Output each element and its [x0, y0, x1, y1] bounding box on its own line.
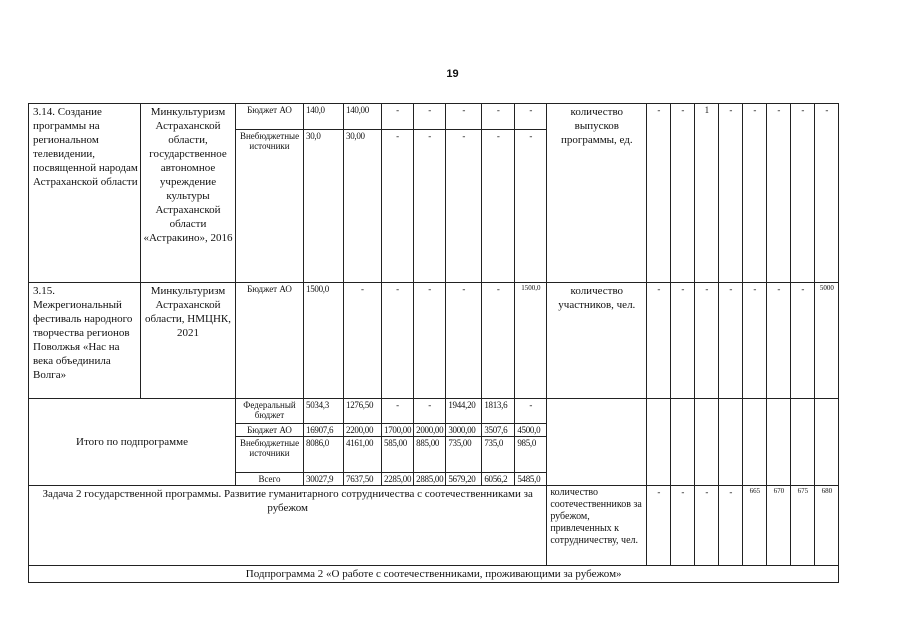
- year-cell: -: [515, 130, 547, 283]
- year-cell: -: [414, 104, 446, 130]
- empty-cell: [815, 399, 839, 486]
- indicator-3-14: количество выпусков программы, ед.: [547, 104, 647, 283]
- empty-cell: [647, 399, 671, 486]
- year-cell: 735,00: [446, 437, 482, 473]
- target-cell: 670: [767, 486, 791, 566]
- year-cell: 2885,00: [414, 473, 446, 486]
- page-number: 19: [446, 68, 459, 80]
- total-cell: 1500,0: [304, 283, 344, 399]
- year-cell: -: [482, 283, 515, 399]
- target-cell: 5000: [815, 283, 839, 399]
- year-cell: 1276,50: [344, 399, 382, 424]
- source-cell: Внебюджетные источники: [236, 130, 304, 283]
- target-cell: -: [671, 486, 695, 566]
- target-cell: -: [647, 104, 671, 283]
- target-cell: -: [719, 486, 743, 566]
- total-cell: 8086,0: [304, 437, 344, 473]
- target-cell: -: [647, 486, 671, 566]
- year-cell: -: [446, 283, 482, 399]
- year-cell: 4161,00: [344, 437, 382, 473]
- empty-cell: [547, 399, 647, 486]
- empty-cell: [743, 399, 767, 486]
- year-cell: -: [414, 130, 446, 283]
- target-cell: -: [791, 283, 815, 399]
- row-3-14-budget: [29, 104, 839, 130]
- year-cell: -: [344, 283, 382, 399]
- target-cell: -: [719, 104, 743, 283]
- source-cell: Бюджет АО: [236, 283, 304, 399]
- indicator-3-15: количество участников, чел.: [547, 283, 647, 399]
- year-cell: 4500,0: [515, 424, 547, 437]
- target-cell: -: [815, 104, 839, 283]
- total-cell: 5034,3: [304, 399, 344, 424]
- year-cell: 7637,50: [344, 473, 382, 486]
- year-cell: -: [414, 283, 446, 399]
- target-cell: 665: [743, 486, 767, 566]
- year-cell: 5485,0: [515, 473, 547, 486]
- year-cell: 1944,20: [446, 399, 482, 424]
- year-cell: -: [382, 104, 414, 130]
- measure-3-14-name: 3.14. Создание программы на региональном телевидении, посвященной народам Астраханской области: [29, 104, 141, 283]
- empty-cell: [791, 399, 815, 486]
- empty-cell: [695, 399, 719, 486]
- year-cell: 2200,00: [344, 424, 382, 437]
- program-table: [28, 103, 839, 583]
- year-cell: 3000,00: [446, 424, 482, 437]
- task-2-text: Задача 2 государственной программы. Развитие гуманитарного сотрудничества с соотечественниками за рубежом: [29, 486, 547, 566]
- year-cell: -: [515, 399, 547, 424]
- empty-cell: [719, 399, 743, 486]
- year-cell: -: [382, 399, 414, 424]
- year-cell: -: [414, 399, 446, 424]
- target-cell: -: [791, 104, 815, 283]
- source-cell: Внебюджетные источники: [236, 437, 304, 473]
- empty-cell: [671, 399, 695, 486]
- source-cell: Всего: [236, 473, 304, 486]
- year-cell: 140,00: [344, 104, 382, 130]
- subprogram-2-row: [29, 566, 839, 583]
- source-cell: Бюджет АО: [236, 104, 304, 130]
- target-cell: -: [671, 283, 695, 399]
- measure-3-14-org: Минкультуризм Астраханской области, государственное автономное учреждение культуры Астраханской области «Астракино», 2016: [141, 104, 236, 283]
- year-cell: 5679,20: [446, 473, 482, 486]
- row-3-15-budget: [29, 283, 839, 399]
- year-cell: 1500,0: [515, 283, 547, 399]
- total-federal-row: [29, 399, 839, 424]
- target-cell: -: [767, 104, 791, 283]
- total-cell: 30,0: [304, 130, 344, 283]
- empty-cell: [767, 399, 791, 486]
- year-cell: 735,0: [482, 437, 515, 473]
- target-cell: 675: [791, 486, 815, 566]
- year-cell: 1700,00: [382, 424, 414, 437]
- target-cell: -: [695, 283, 719, 399]
- year-cell: 885,00: [414, 437, 446, 473]
- subprogram-total-label: Итого по подпрограмме: [29, 399, 236, 486]
- year-cell: 6056,2: [482, 473, 515, 486]
- total-cell: 16907,6: [304, 424, 344, 437]
- target-cell: -: [719, 283, 743, 399]
- target-cell: 680: [815, 486, 839, 566]
- target-cell: -: [647, 283, 671, 399]
- year-cell: -: [515, 104, 547, 130]
- task-2-row: [29, 486, 839, 566]
- year-cell: 985,0: [515, 437, 547, 473]
- year-cell: -: [382, 130, 414, 283]
- total-cell: 30027,9: [304, 473, 344, 486]
- target-cell: -: [695, 486, 719, 566]
- target-cell: 1: [695, 104, 719, 283]
- total-cell: 140,0: [304, 104, 344, 130]
- year-cell: -: [446, 104, 482, 130]
- year-cell: 3507,6: [482, 424, 515, 437]
- year-cell: 2285,00: [382, 473, 414, 486]
- target-cell: -: [743, 104, 767, 283]
- year-cell: 2000,00: [414, 424, 446, 437]
- year-cell: -: [482, 130, 515, 283]
- source-cell: Федеральный бюджет: [236, 399, 304, 424]
- target-cell: -: [671, 104, 695, 283]
- target-cell: -: [743, 283, 767, 399]
- year-cell: 1813,6: [482, 399, 515, 424]
- task-2-indicator: количество соотечественников за рубежом, привлеченных к сотрудничеству, чел.: [547, 486, 647, 566]
- measure-3-15-name: 3.15. Межрегиональный фестиваль народного творчества регионов Поволжья «Нас на века объединила Волга»: [29, 283, 141, 399]
- year-cell: 585,00: [382, 437, 414, 473]
- subprogram-2-title: Подпрограмма 2 «О работе с соотечественниками, проживающими за рубежом»: [29, 566, 839, 583]
- target-cell: -: [767, 283, 791, 399]
- year-cell: -: [482, 104, 515, 130]
- source-cell: Бюджет АО: [236, 424, 304, 437]
- measure-3-15-org: Минкультуризм Астраханской области, НМЦНК, 2021: [141, 283, 236, 399]
- year-cell: -: [382, 283, 414, 399]
- year-cell: 30,00: [344, 130, 382, 283]
- year-cell: -: [446, 130, 482, 283]
